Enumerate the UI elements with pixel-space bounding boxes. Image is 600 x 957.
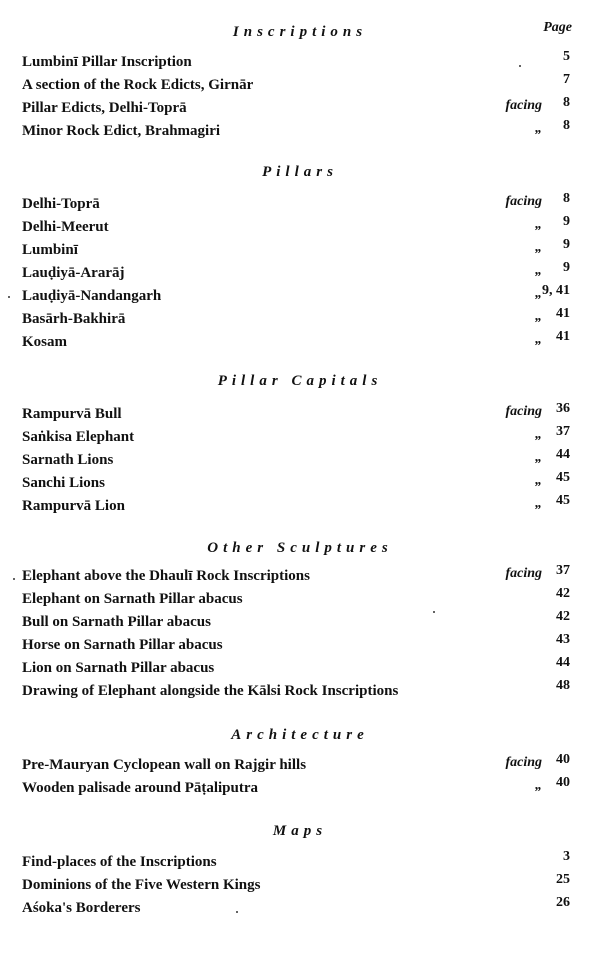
entry-title: Pre-Mauryan Cyclopean wall on Rajgir hills [22, 757, 307, 773]
list-item [0, 72, 600, 98]
entry-title: Delhi-Meerut [22, 219, 109, 235]
list-item [0, 401, 600, 427]
entry-page: 9 [563, 237, 570, 252]
list-item [0, 563, 600, 589]
entry-title: Kosam [22, 334, 67, 350]
section-title-architecture: Architecture [231, 727, 369, 743]
section-title-maps: Maps [272, 823, 328, 839]
list-item [0, 470, 600, 496]
page-column-label: Page [543, 20, 572, 35]
list-item [0, 95, 600, 121]
entry-title: Horse on Sarnath Pillar abacus [22, 637, 223, 653]
entry-facing: „ [535, 286, 542, 301]
entry-title: Sarnath Lions [22, 452, 114, 468]
list-item [0, 632, 600, 658]
entry-page: 36 [556, 401, 570, 416]
list-item [0, 752, 600, 778]
entry-title: Rampurvā Bull [22, 406, 122, 422]
entry-title: Find-places of the Inscriptions [22, 854, 217, 870]
list-item [0, 775, 600, 801]
entry-title: Drawing of Elephant alongside the Kālsi Rock Inscriptions [22, 683, 399, 699]
entry-page: 8 [563, 95, 570, 110]
entry-page: 9 [563, 214, 570, 229]
print-speck [433, 611, 435, 613]
list-item [0, 678, 600, 704]
entry-facing: „ [535, 309, 542, 324]
entry-title: Minor Rock Edict, Brahmagiri [22, 123, 221, 139]
entry-title: Lauḍiyā-Nandangarh [22, 288, 162, 304]
section-title-pillar-capitals: Pillar Capitals [217, 373, 383, 389]
entry-page: 25 [556, 872, 570, 887]
entry-facing: „ [535, 473, 542, 488]
entry-facing: facing [505, 194, 542, 209]
list-item [0, 872, 600, 898]
section-title-other-sculptures: Other Sculptures [207, 540, 393, 556]
entry-page: 45 [556, 470, 570, 485]
entry-facing: „ [535, 240, 542, 255]
entry-facing: facing [505, 404, 542, 419]
entry-page: 40 [556, 752, 570, 767]
list-item [0, 609, 600, 635]
entry-facing: „ [535, 332, 542, 347]
section-title-pillars: Pillars [262, 164, 338, 180]
list-item [0, 849, 600, 875]
entry-page: 26 [556, 895, 570, 910]
section-maps [0, 849, 600, 921]
entry-title: Elephant on Sarnath Pillar abacus [22, 591, 243, 607]
list-item [0, 306, 600, 332]
print-speck [8, 296, 10, 298]
entry-facing: „ [535, 217, 542, 232]
entry-title: Lumbinī Pillar Inscription [22, 54, 192, 70]
entry-title: Lauḍiyā-Ararāj [22, 265, 125, 281]
section-pillar-capitals [0, 401, 600, 519]
print-speck [236, 911, 238, 913]
entry-page: 42 [556, 586, 570, 601]
entry-facing: facing [505, 755, 542, 770]
entry-title: Rampurvā Lion [22, 498, 125, 514]
entry-page: 5 [563, 49, 570, 64]
list-item [0, 329, 600, 355]
entry-page: 44 [556, 447, 570, 462]
entry-title: Delhi-Toprā [22, 196, 100, 212]
print-speck [13, 578, 15, 580]
entry-title: Elephant above the Dhaulī Rock Inscriptions [22, 568, 310, 584]
entry-facing: „ [535, 450, 542, 465]
section-inscriptions [0, 49, 600, 144]
list-item [0, 260, 600, 286]
entry-page: 45 [556, 493, 570, 508]
list-item [0, 895, 600, 921]
entry-page: 3 [563, 849, 570, 864]
entry-page: 37 [556, 424, 570, 439]
entry-title: Bull on Sarnath Pillar abacus [22, 614, 211, 630]
print-speck [519, 65, 521, 67]
entry-page: 37 [556, 563, 570, 578]
entry-title: Pillar Edicts, Delhi-Toprā [22, 100, 187, 116]
entry-title: Saṅkisa Elephant [22, 429, 135, 445]
entry-title: Wooden palisade around Pāṭaliputra [22, 780, 259, 796]
section-title-inscriptions: Inscriptions [232, 24, 368, 40]
entry-page: 41 [556, 329, 570, 344]
list-item [0, 447, 600, 473]
list-item [0, 214, 600, 240]
list-item [0, 493, 600, 519]
list-item [0, 118, 600, 144]
entry-page: 7 [563, 72, 570, 87]
entry-title: Aśoka's Borderers [22, 900, 141, 916]
list-item [0, 655, 600, 681]
entry-facing: „ [535, 496, 542, 511]
entry-facing: „ [535, 263, 542, 278]
entry-title: Lion on Sarnath Pillar abacus [22, 660, 215, 676]
entry-title: Lumbinī [22, 242, 78, 258]
entry-page: 40 [556, 775, 570, 790]
entry-facing: „ [535, 427, 542, 442]
entry-title: Dominions of the Five Western Kings [22, 877, 261, 893]
entry-page: 41 [556, 306, 570, 321]
entry-page: 8 [563, 191, 570, 206]
list-item [0, 283, 600, 309]
section-other-sculptures [0, 563, 600, 704]
entry-facing: facing [505, 98, 542, 113]
entry-page: 44 [556, 655, 570, 670]
section-architecture [0, 752, 600, 801]
entry-page: 42 [556, 609, 570, 624]
list-item [0, 586, 600, 612]
section-pillars [0, 191, 600, 355]
entry-facing: „ [535, 778, 542, 793]
entry-page: 43 [556, 632, 570, 647]
entry-facing: „ [535, 121, 542, 136]
entry-page: 8 [563, 118, 570, 133]
entry-title: A section of the Rock Edicts, Girnār [22, 77, 254, 93]
entry-facing: facing [505, 566, 542, 581]
list-item [0, 49, 600, 75]
list-item [0, 424, 600, 450]
list-item [0, 237, 600, 263]
entry-page: 9 [563, 260, 570, 275]
entry-page: 48 [556, 678, 570, 693]
entry-title: Sanchi Lions [22, 475, 105, 491]
entry-title: Basārh-Bakhirā [22, 311, 126, 327]
list-item [0, 191, 600, 217]
entry-page: 9, 41 [542, 283, 570, 298]
